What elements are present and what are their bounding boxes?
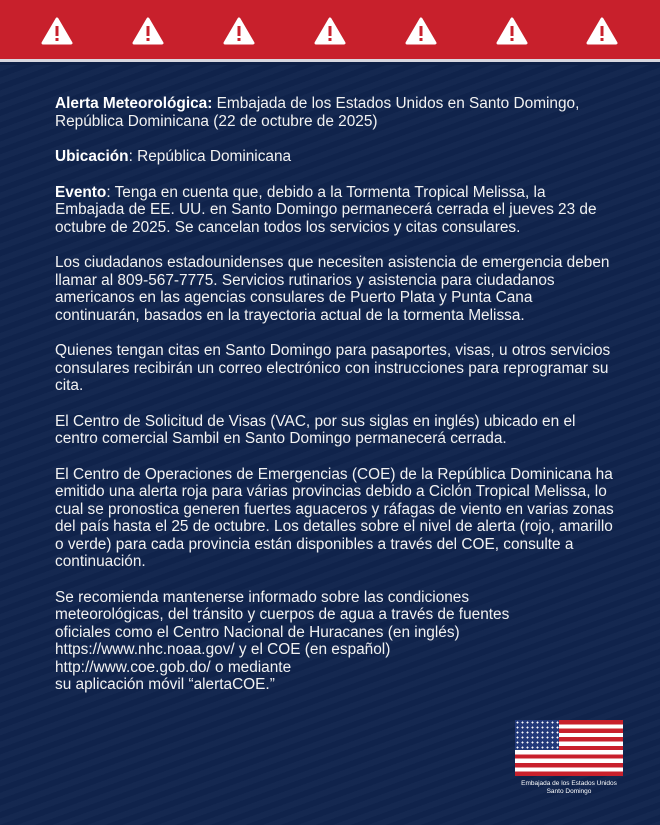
event-text: : Tenga en cuenta que, debido a la Tormenta Tropical Melissa, la Embajada de EE. UU. en Santo Domingo permanecerá cerrada el jueves 23 de octubre de 2025. Se cancelan todos los servicios y citas consulares. [55, 183, 597, 236]
warning-triangle-icon [222, 16, 256, 46]
alert-content [55, 95, 615, 712]
flag-canton [515, 720, 559, 750]
location-label: Ubicación [55, 148, 129, 165]
embassy-caption [515, 780, 623, 796]
embassy-caption-line2: Santo Domingo [546, 788, 592, 795]
warning-triangle-icon [131, 16, 165, 46]
event-label: Evento [55, 183, 107, 201]
alert-title-text: Embajada de los Estados Unidos en Santo Domingo, República Dominicana (22 de octubre de 2025) [55, 95, 580, 130]
warning-triangle-icon [585, 16, 619, 46]
warning-triangle-icon [495, 16, 529, 46]
alert-paragraph-emergency: Los ciudadanos estadounidenses que necesiten asistencia de emergencia deben llamar al 809-567-7775. Servicios rutinarios y asistencia para ciudadanos americanos en las agencias consulares de Puerto Plata y Punta Cana continuarán, basados en la trayectoria actual de la tormenta Melissa. [55, 254, 610, 324]
coe-link[interactable]: http://www.coe.gob.do/ o mediante [55, 658, 292, 676]
alert-paragraph-coe: El Centro de Operaciones de Emergencias (COE) de la República Dominicana ha emitido una alerta roja para várias provincias debido a Ciclón Tropical Melissa, lo cual se pronostica generen fuertes aguaceros y ráfagas de viento en varias zonas del país hasta el 25 de octubre. Los detalles sobre el nivel de alerta (rojo, amarillo o verde) para cada provincia están disponibles a través del COE, consulte a continuación. [55, 465, 614, 570]
warning-triangle-icon [40, 16, 74, 46]
alert-event [55, 184, 615, 237]
embassy-caption-line1: Embajada de los Estados Unidos [521, 780, 617, 787]
us-flag-icon [515, 720, 623, 776]
closing-line: meteorológicas, del tránsito y cuerpos de agua a través de fuentes [55, 606, 510, 623]
alert-paragraph-appointments: Quienes tengan citas en Santo Domingo para pasaportes, visas, u otros servicios consulares recibirán un correo electrónico con instrucciones para reprogramar su cita. [55, 342, 611, 394]
closing-line: su aplicación móvil “alertaCOE.” [55, 676, 275, 693]
location-text: : República Dominicana [128, 148, 292, 165]
nhc-link[interactable]: https://www.nhc.noaa.gov/ y el COE (en español) [55, 641, 391, 658]
closing-line: Se recomienda mantenerse informado sobre las condiciones [55, 588, 470, 606]
embassy-seal [515, 720, 623, 796]
warning-triangle-icon [404, 16, 438, 46]
alert-title [55, 95, 615, 130]
closing-line: oficiales como el Centro Nacional de Huracanes (en inglés) [55, 623, 460, 641]
alert-paragraph-closing [55, 589, 615, 694]
alert-location [55, 148, 615, 166]
warning-triangle-icon [313, 16, 347, 46]
alert-banner [0, 0, 660, 62]
alert-title-label: Alerta Meteorológica: [55, 95, 213, 112]
alert-paragraph-vac: El Centro de Solicitud de Visas (VAC, por sus siglas en inglés) ubicado en el centro comercial Sambil en Santo Domingo permanecerá cerrada. [55, 412, 576, 447]
